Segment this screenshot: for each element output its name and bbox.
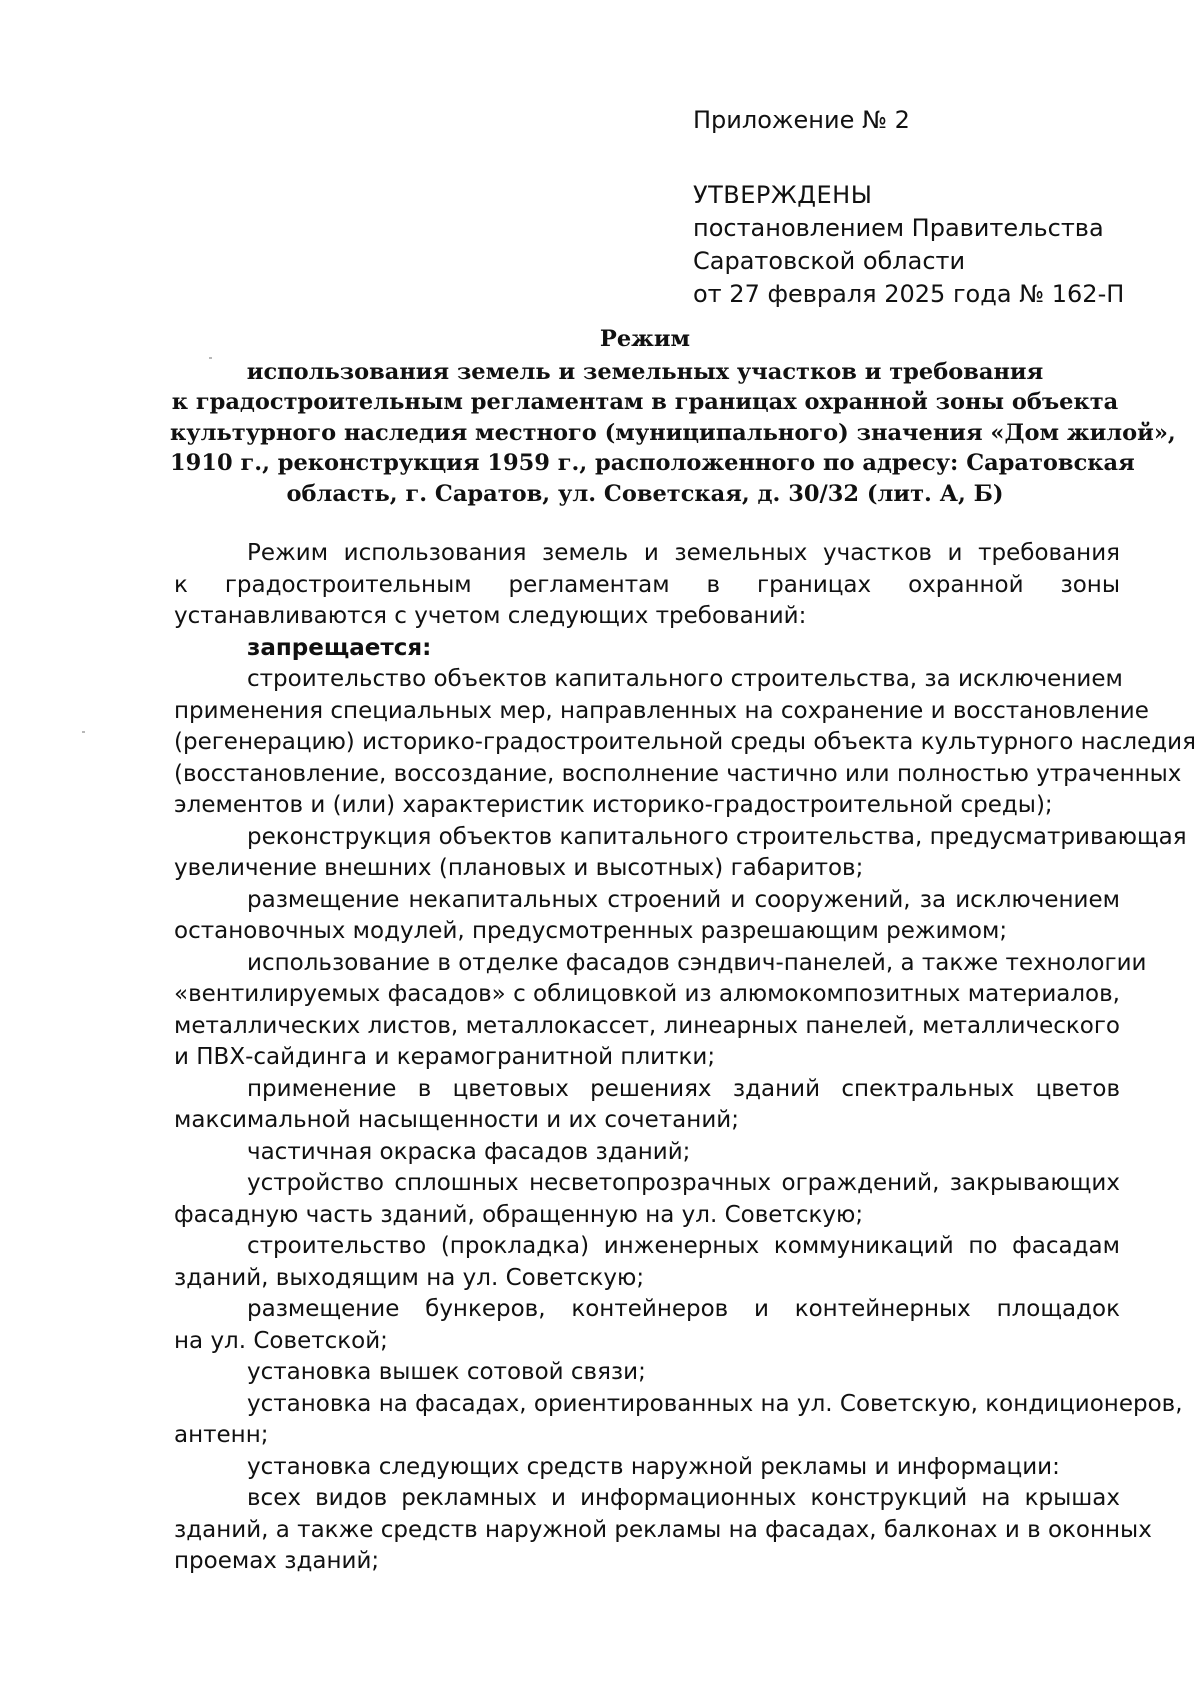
title-line: культурного наследия местного (муниципального) значения «Дом жилой», bbox=[170, 419, 1176, 446]
list-item bbox=[174, 885, 1120, 948]
text-line: остановочных модулей, предусмотренных разрешающим режимом; bbox=[174, 918, 1008, 944]
text-line: применения специальных мер, направленных на сохранение и восстановление bbox=[174, 697, 1149, 724]
approval-line: постановлением Правительства bbox=[693, 214, 1104, 242]
text-line: зданий, а также средств наружной рекламы на фасадах, балконах и в оконных bbox=[174, 1516, 1152, 1543]
list-item bbox=[174, 1137, 1120, 1169]
title-line: область, г. Саратов, ул. Советская, д. 30/32 (лит. А, Б) bbox=[286, 480, 1004, 507]
text-line: реконструкция объектов капитального строительства, предусматривающая bbox=[247, 823, 1187, 850]
list-item bbox=[174, 664, 1196, 822]
list-item bbox=[174, 1294, 1120, 1357]
approval-block bbox=[693, 104, 1125, 311]
text-line: всех видов рекламных и информационных конструкций на крышах bbox=[247, 1485, 1120, 1511]
text-line: увеличение внешних (плановых и высотных) габаритов; bbox=[174, 855, 864, 881]
title-line: 1910 г., реконструкция 1959 г., расположенного по адресу: Саратовская bbox=[170, 450, 1135, 476]
text-line: «вентилируемых фасадов» с облицовкой из алюмокомпозитных материалов, bbox=[174, 981, 1120, 1007]
list-item bbox=[174, 1483, 1152, 1578]
document-title bbox=[170, 324, 1176, 509]
text-line: строительство объектов капитального строительства, за исключением bbox=[247, 666, 1123, 692]
text-line: (регенерацию) историко-градостроительной среды объекта культурного наследия bbox=[174, 729, 1196, 755]
text-line: фасадную часть зданий, обращенную на ул. Советскую; bbox=[174, 1201, 864, 1228]
text-line: использование в отделке фасадов сэндвич-панелей, а также технологии bbox=[247, 949, 1147, 976]
list-item bbox=[174, 1074, 1120, 1137]
text-line: частичная окраска фасадов зданий; bbox=[247, 1138, 691, 1165]
list-item bbox=[174, 1357, 1120, 1389]
text-line: строительство (прокладка) инженерных коммуникаций по фасадам bbox=[247, 1233, 1120, 1259]
prohibited-label: запрещается: bbox=[247, 634, 432, 661]
text-line: размещение некапитальных строений и сооружений, за исключением bbox=[247, 886, 1120, 913]
title-line: использования земель и земельных участков и требования bbox=[246, 358, 1044, 385]
title-line: к градостроительным регламентам в границах охранной зоны объекта bbox=[171, 389, 1119, 415]
text-line: Режим использования земель и земельных участков и требования bbox=[247, 540, 1120, 566]
document-body bbox=[174, 538, 1196, 1578]
list-item bbox=[174, 1452, 1120, 1484]
approval-line: от 27 февраля 2025 года № 162-П bbox=[693, 280, 1125, 308]
text-line: металлических листов, металлокассет, линеарных панелей, металлического bbox=[174, 1012, 1120, 1039]
text-line: зданий, выходящим на ул. Советскую; bbox=[174, 1264, 645, 1291]
text-line: (восстановление, воссоздание, восполнение частично или полностью утраченных bbox=[174, 760, 1182, 787]
text-line: установка на фасадах, ориентированных на ул. Советскую, кондиционеров, bbox=[247, 1390, 1183, 1417]
text-line: и ПВХ-сайдинга и керамогранитной плитки; bbox=[174, 1044, 716, 1070]
scan-artifact-dot bbox=[82, 731, 85, 733]
text-line: устройство сплошных несветопрозрачных ограждений, закрывающих bbox=[247, 1170, 1120, 1196]
text-line: проемах зданий; bbox=[174, 1548, 380, 1574]
text-line: установка вышек сотовой связи; bbox=[247, 1359, 646, 1385]
list-item bbox=[174, 822, 1187, 885]
text-line: на ул. Советской; bbox=[174, 1327, 388, 1354]
text-line: элементов и (или) характеристик историко-градостроительной среды); bbox=[174, 792, 1053, 818]
annex-number: Приложение № 2 bbox=[693, 106, 910, 134]
text-line: устанавливаются с учетом следующих требований: bbox=[174, 603, 807, 629]
text-line: антенн; bbox=[174, 1422, 269, 1448]
title-heading: Режим bbox=[599, 326, 691, 352]
list-item bbox=[174, 1389, 1183, 1452]
list-item bbox=[174, 1231, 1120, 1294]
approval-line: Саратовской области bbox=[693, 247, 966, 275]
text-line: к градостроительным регламентам в границах охранной зоны bbox=[174, 571, 1120, 598]
list-item bbox=[174, 1168, 1120, 1231]
intro-paragraph bbox=[174, 538, 1120, 633]
approval-stamp: УТВЕРЖДЕНЫ bbox=[693, 181, 873, 209]
text-line: максимальной насыщенности и их сочетаний; bbox=[174, 1107, 739, 1133]
text-line: установка следующих средств наружной рекламы и информации: bbox=[247, 1453, 1060, 1480]
text-line: применение в цветовых решениях зданий спектральных цветов bbox=[247, 1075, 1120, 1102]
text-line: размещение бункеров, контейнеров и контейнерных площадок bbox=[247, 1296, 1120, 1322]
list-item bbox=[174, 948, 1147, 1074]
